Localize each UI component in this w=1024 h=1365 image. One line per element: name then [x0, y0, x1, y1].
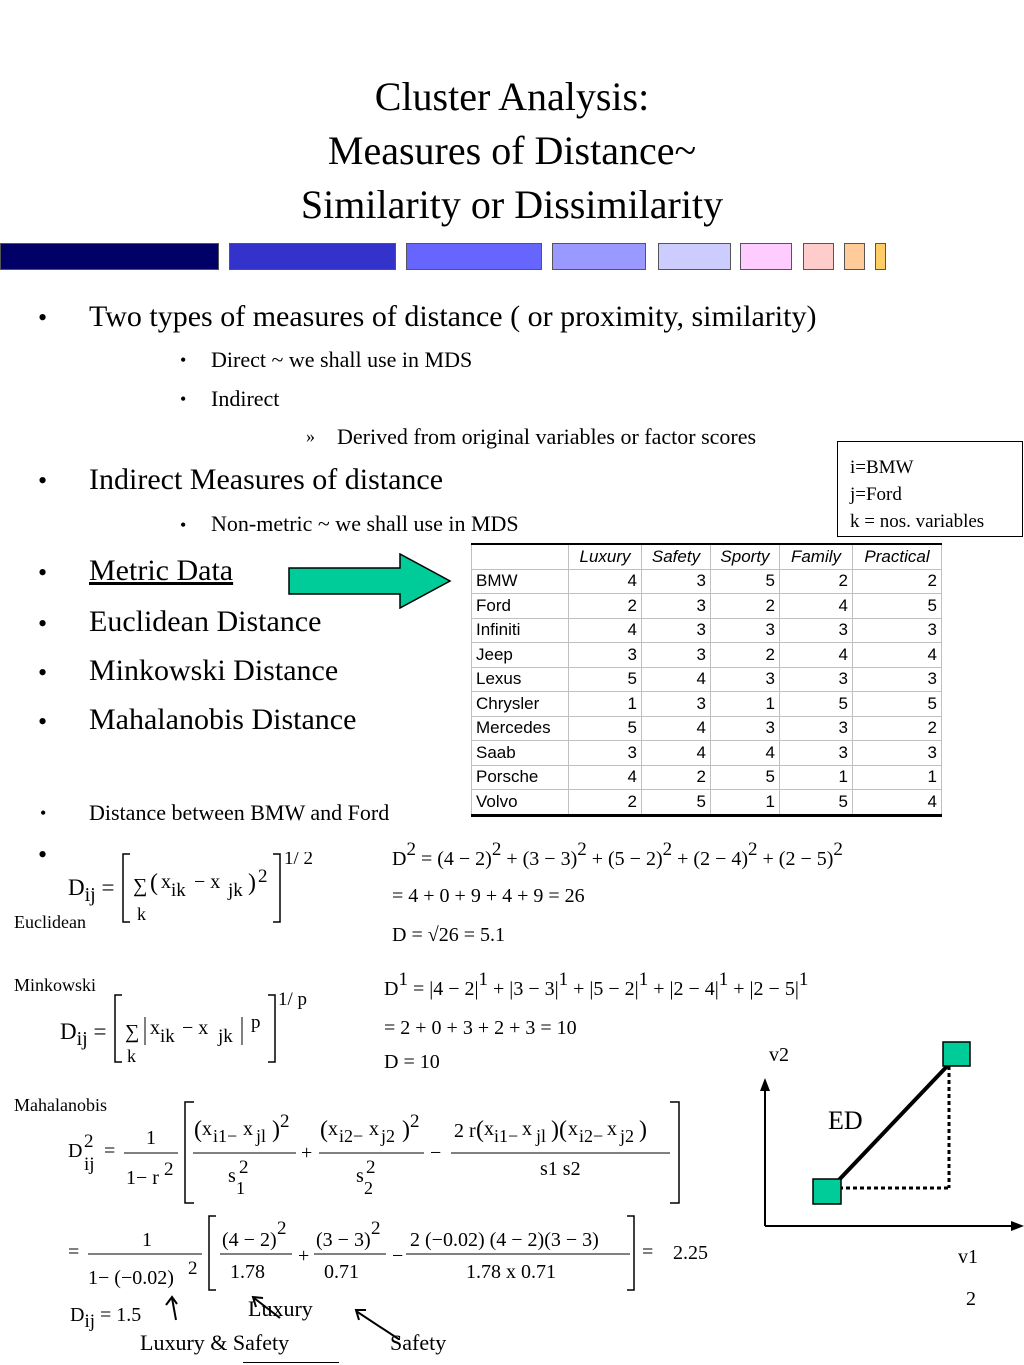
svg-text:0.71: 0.71	[324, 1261, 359, 1283]
svg-text:x: x	[161, 871, 171, 893]
svg-text:(4 − 2): (4 − 2)	[222, 1229, 277, 1251]
point-bmw-square	[813, 1179, 841, 1204]
bullet-dot: •	[38, 840, 48, 869]
svg-text:+: +	[298, 1245, 310, 1267]
table-cell-value: 3	[642, 643, 711, 668]
svg-text:p: p	[251, 1012, 261, 1033]
table-cell-value: 4	[711, 741, 780, 766]
bullet-dot: •	[38, 303, 48, 332]
svg-text:2: 2	[371, 1218, 381, 1239]
table-cell-value: 5	[711, 569, 780, 594]
bullet-dot: •	[38, 609, 48, 638]
euclidean-formula-body	[118, 852, 318, 927]
euclidean-calc-line-2: = 4 + 0 + 9 + 4 + 9 = 26	[392, 885, 585, 907]
svg-text:jl: jl	[536, 1126, 547, 1146]
table-header: Luxury	[569, 544, 642, 569]
svg-text:jk: jk	[228, 880, 243, 901]
table-header: Practical	[853, 544, 942, 569]
table-cell-value: 3	[853, 618, 942, 643]
svg-text:2 r: 2 r	[454, 1120, 476, 1142]
table-row	[472, 594, 942, 619]
table-cell-value: 4	[642, 741, 711, 766]
table-cell-value: 2	[780, 569, 853, 594]
table-cell-value: 3	[780, 741, 853, 766]
bullet-dot: •	[38, 558, 48, 587]
sub-bullet-indirect: Indirect	[211, 386, 280, 411]
svg-text:x: x	[484, 1118, 494, 1140]
bullet-dot: •	[40, 803, 47, 823]
svg-text:(: (	[320, 1117, 328, 1143]
svg-text:x: x	[150, 1017, 160, 1039]
table-header: Family	[780, 544, 853, 569]
table-cell-value: 5	[780, 692, 853, 717]
table-row	[472, 790, 942, 816]
table-cell-value: 2	[853, 569, 942, 594]
bar-5	[658, 243, 731, 270]
table-cell-value: 3	[780, 667, 853, 692]
label-ed: ED	[828, 1106, 863, 1135]
bullet-minkowski: Minkowski Distance	[89, 654, 339, 687]
table-cell-value: 2	[711, 594, 780, 619]
label-luxury: Luxury	[248, 1296, 313, 1321]
svg-text:): )	[639, 1117, 647, 1143]
table-cell-value: 3	[853, 667, 942, 692]
svg-text:x: x	[607, 1118, 617, 1140]
note-line-j: j=Ford	[850, 484, 902, 505]
bullet-indirect-measures: Indirect Measures of distance	[89, 463, 444, 496]
table-row	[472, 667, 942, 692]
variable-legend-box	[837, 441, 1023, 537]
table-cell-value: 3	[642, 618, 711, 643]
table-row	[472, 765, 942, 790]
svg-text:j2: j2	[381, 1126, 396, 1146]
svg-text:1.78: 1.78	[230, 1261, 265, 1283]
table-cell-car: Mercedes	[472, 716, 569, 741]
table-row	[472, 741, 942, 766]
svg-text:x: x	[369, 1118, 379, 1140]
svg-text:ik: ik	[160, 1026, 175, 1047]
minkowski-formula-body	[110, 990, 325, 1068]
table-cell-value: 5	[780, 790, 853, 816]
svg-text:∑: ∑	[133, 875, 148, 897]
minkowski-calc-line-3: D = 10	[384, 1051, 440, 1073]
table-cell-value: 4	[853, 790, 942, 816]
sub-bullet-direct: Direct ~ we shall use in MDS	[211, 347, 473, 372]
svg-text:∑: ∑	[125, 1021, 140, 1043]
table-cell-value: 3	[711, 618, 780, 643]
bullet-euclidean: Euclidean Distance	[89, 605, 322, 638]
svg-text:x: x	[522, 1118, 532, 1140]
table-cell-value: 5	[853, 594, 942, 619]
table-cell-value: 3	[780, 618, 853, 643]
svg-text:k: k	[127, 1046, 136, 1066]
mahalanobis-dij-result: Dij = 1.5	[70, 1304, 142, 1332]
table-cell-value: 1	[780, 765, 853, 790]
table-cell-value: 2	[569, 594, 642, 619]
svg-text:2: 2	[366, 1157, 376, 1178]
table-cell-value: 3	[711, 716, 780, 741]
svg-text:s: s	[356, 1165, 364, 1187]
svg-text:−: −	[392, 1245, 404, 1267]
table-cell-value: 2	[711, 643, 780, 668]
svg-text:− x: − x	[194, 871, 221, 893]
svg-text:): )	[248, 870, 256, 896]
mahalanobis-result: 2.25	[673, 1242, 708, 1264]
sub-bullet-dot: •	[180, 389, 187, 409]
table-cell-value: 3	[780, 716, 853, 741]
table-cell-value: 3	[642, 569, 711, 594]
svg-text:1/ p: 1/ p	[278, 990, 308, 1010]
svg-text:2: 2	[280, 1111, 290, 1132]
svg-text:x: x	[202, 1118, 212, 1140]
svg-text:): )	[272, 1117, 280, 1143]
table-row	[472, 692, 942, 717]
arrow-right-icon	[288, 553, 452, 609]
table-cell-car: BMW	[472, 569, 569, 594]
svg-text:D: D	[68, 1140, 83, 1162]
table-cell-value: 3	[569, 643, 642, 668]
sub-bullet-non-metric: Non-metric ~ we shall use in MDS	[211, 511, 519, 536]
table-cell-value: 3	[853, 741, 942, 766]
svg-text:ik: ik	[171, 880, 186, 901]
svg-text:)(: )(	[551, 1117, 567, 1143]
svg-text:2: 2	[84, 1131, 94, 1152]
page-number: 2	[966, 1288, 976, 1310]
svg-text:ij: ij	[84, 1154, 95, 1175]
table-cell-value: 1	[711, 790, 780, 816]
table-cell-value: 4	[642, 667, 711, 692]
table-cell-value: 3	[711, 667, 780, 692]
table-cell-value: 4	[569, 618, 642, 643]
table-cell-value: 2	[642, 765, 711, 790]
svg-text:x: x	[243, 1118, 253, 1140]
bar-3	[406, 243, 542, 270]
title-line-3: Similarity or Dissimilarity	[300, 182, 724, 227]
table-cell-value: 5	[642, 790, 711, 816]
label-euclidean: Euclidean	[14, 912, 86, 932]
bullet-dot: •	[38, 466, 48, 495]
table-cell-value: 4	[853, 643, 942, 668]
svg-text:1.78 x 0.71: 1.78 x 0.71	[466, 1261, 556, 1283]
table-cell-value: 5	[853, 692, 942, 717]
svg-text:2: 2	[164, 1159, 174, 1180]
table-cell-value: 1	[853, 765, 942, 790]
svg-text:k: k	[137, 904, 146, 924]
svg-text:x: x	[568, 1118, 578, 1140]
mahalanobis-formula	[66, 1097, 696, 1209]
svg-text:2: 2	[277, 1218, 287, 1239]
title-line-2: Measures of Distance~	[327, 128, 697, 173]
svg-text:i1−: i1−	[213, 1126, 238, 1146]
svg-text:(: (	[150, 870, 158, 896]
table-row	[472, 569, 942, 594]
title-line-1: Cluster Analysis:	[374, 74, 650, 119]
bullet-mahalanobis: Mahalanobis Distance	[89, 703, 357, 736]
table-cell-value: 4	[569, 765, 642, 790]
point-ford-square	[943, 1042, 970, 1066]
axis-label-v2: v2	[769, 1044, 789, 1066]
note-line-k: k = nos. variables	[850, 511, 985, 532]
bullet-metric-data: Metric Data	[89, 554, 234, 587]
svg-text:jk: jk	[218, 1026, 233, 1047]
svg-text:i2−: i2−	[339, 1126, 364, 1146]
table-cell-value: 3	[642, 594, 711, 619]
table-cell-value: 5	[711, 765, 780, 790]
mahalanobis-dij-value: 1.5	[116, 1304, 142, 1326]
svg-text:j2: j2	[620, 1126, 635, 1146]
bar-9	[875, 243, 886, 270]
table-row	[472, 643, 942, 668]
table-cell-value: 4	[569, 569, 642, 594]
table-cell-value: 1	[569, 692, 642, 717]
bar-8	[844, 243, 865, 270]
table-cell-car: Ford	[472, 594, 569, 619]
bar-1	[0, 243, 219, 270]
svg-text:=: =	[68, 1241, 80, 1263]
svg-text:2 (−0.02) (4 − 2)(3 − 3): 2 (−0.02) (4 − 2)(3 − 3)	[410, 1229, 599, 1251]
svg-text:2: 2	[364, 1178, 373, 1198]
table-cell-value: 3	[569, 741, 642, 766]
sub-bullet-dot: •	[180, 515, 187, 535]
minkowski-calc-line-1: D1 = |4 − 2|1 + |3 − 3|1 + |5 − 2|1 + |2 − 4|1 + |2 − 5|1	[384, 969, 809, 1000]
svg-text:2: 2	[188, 1258, 198, 1279]
svg-text:1: 1	[142, 1229, 152, 1251]
svg-text:1: 1	[236, 1178, 245, 1198]
label-safety: Safety	[390, 1330, 447, 1355]
svg-text:i1−: i1−	[494, 1126, 519, 1146]
table-cell-car: Volvo	[472, 790, 569, 816]
table-cell-car: Chrysler	[472, 692, 569, 717]
table-row	[472, 716, 942, 741]
bar-4	[552, 243, 646, 270]
table-header-row	[472, 544, 942, 569]
label-mahalanobis: Mahalanobis	[14, 1095, 107, 1115]
note-line-i: i=BMW	[850, 457, 914, 478]
table-header	[472, 544, 569, 569]
svg-text:(: (	[476, 1117, 484, 1143]
bar-7	[803, 243, 834, 270]
table-cell-value: 1	[711, 692, 780, 717]
table-header: Safety	[642, 544, 711, 569]
table-cell-value: 4	[780, 594, 853, 619]
table-cell-value: 5	[569, 667, 642, 692]
svg-text:=: =	[104, 1140, 116, 1162]
svg-text:(: (	[194, 1117, 202, 1143]
bullet-dot: •	[38, 707, 48, 736]
table-cell-value: 4	[780, 643, 853, 668]
svg-text:s1 s2: s1 s2	[540, 1158, 581, 1180]
svg-text:−: −	[430, 1142, 442, 1164]
bar-2	[229, 243, 396, 270]
euclidean-distance-diagram	[750, 1040, 1024, 1240]
sub-sub-bullet-marker: »	[306, 426, 315, 446]
svg-text:i2−: i2−	[579, 1126, 604, 1146]
table-row	[472, 618, 942, 643]
svg-text:2: 2	[239, 1157, 249, 1178]
svg-text:=: =	[642, 1241, 654, 1263]
table-cell-value: 3	[642, 692, 711, 717]
bullet-distance-bmw-ford: Distance between BMW and Ford	[89, 800, 390, 825]
svg-text:1− (−0.02): 1− (−0.02)	[88, 1267, 174, 1289]
table-cell-car: Porsche	[472, 765, 569, 790]
bullet-dot: •	[38, 658, 48, 687]
table-cell-car: Infiniti	[472, 618, 569, 643]
label-minkowski: Minkowski	[14, 975, 97, 995]
svg-text:1: 1	[146, 1127, 156, 1149]
svg-text:1/ 2: 1/ 2	[284, 852, 314, 869]
axis-label-v1: v1	[958, 1246, 978, 1268]
svg-text:− x: − x	[182, 1017, 209, 1039]
table-cell-value: 5	[569, 716, 642, 741]
svg-text:2: 2	[410, 1111, 420, 1132]
table-cell-car: Lexus	[472, 667, 569, 692]
table-cell-car: Saab	[472, 741, 569, 766]
sub-sub-bullet-derived: Derived from original variables or factor scores	[337, 424, 757, 449]
table-cell-car: Jeep	[472, 643, 569, 668]
table-cell-value: 2	[569, 790, 642, 816]
bullet-two-types: Two types of measures of distance ( or proximity, similarity)	[89, 300, 817, 333]
svg-text:(3 − 3): (3 − 3)	[316, 1229, 371, 1251]
minkowski-formula-lhs: Dij =	[60, 1019, 107, 1050]
bar-6	[740, 243, 792, 270]
euclidean-formula-lhs: Dij =	[68, 875, 115, 906]
car-ratings-table	[471, 543, 942, 817]
euclidean-calc-line-3: D = √26 = 5.1	[392, 924, 505, 946]
svg-text:2: 2	[258, 866, 268, 887]
svg-text:x: x	[328, 1118, 338, 1140]
svg-text:s: s	[228, 1165, 236, 1187]
sub-bullet-dot: •	[180, 350, 187, 370]
table-cell-value: 2	[853, 716, 942, 741]
svg-text:jl: jl	[256, 1126, 267, 1146]
euclidean-calc-line-1: D2 = (4 − 2)2 + (3 − 3)2 + (5 − 2)2 + (2 − 4)2 + (2 − 5)2	[392, 839, 843, 870]
minkowski-calc-line-2: = 2 + 0 + 3 + 2 + 3 = 10	[384, 1017, 577, 1039]
table-cell-value: 4	[642, 716, 711, 741]
svg-text:+: +	[301, 1142, 313, 1164]
slide-title	[0, 70, 1024, 232]
table-header: Sporty	[711, 544, 780, 569]
label-luxury-safety: Luxury & Safety	[140, 1330, 290, 1355]
underline-decoration	[243, 1362, 339, 1363]
svg-text:1− r: 1− r	[126, 1167, 159, 1189]
svg-text:): )	[402, 1117, 410, 1143]
